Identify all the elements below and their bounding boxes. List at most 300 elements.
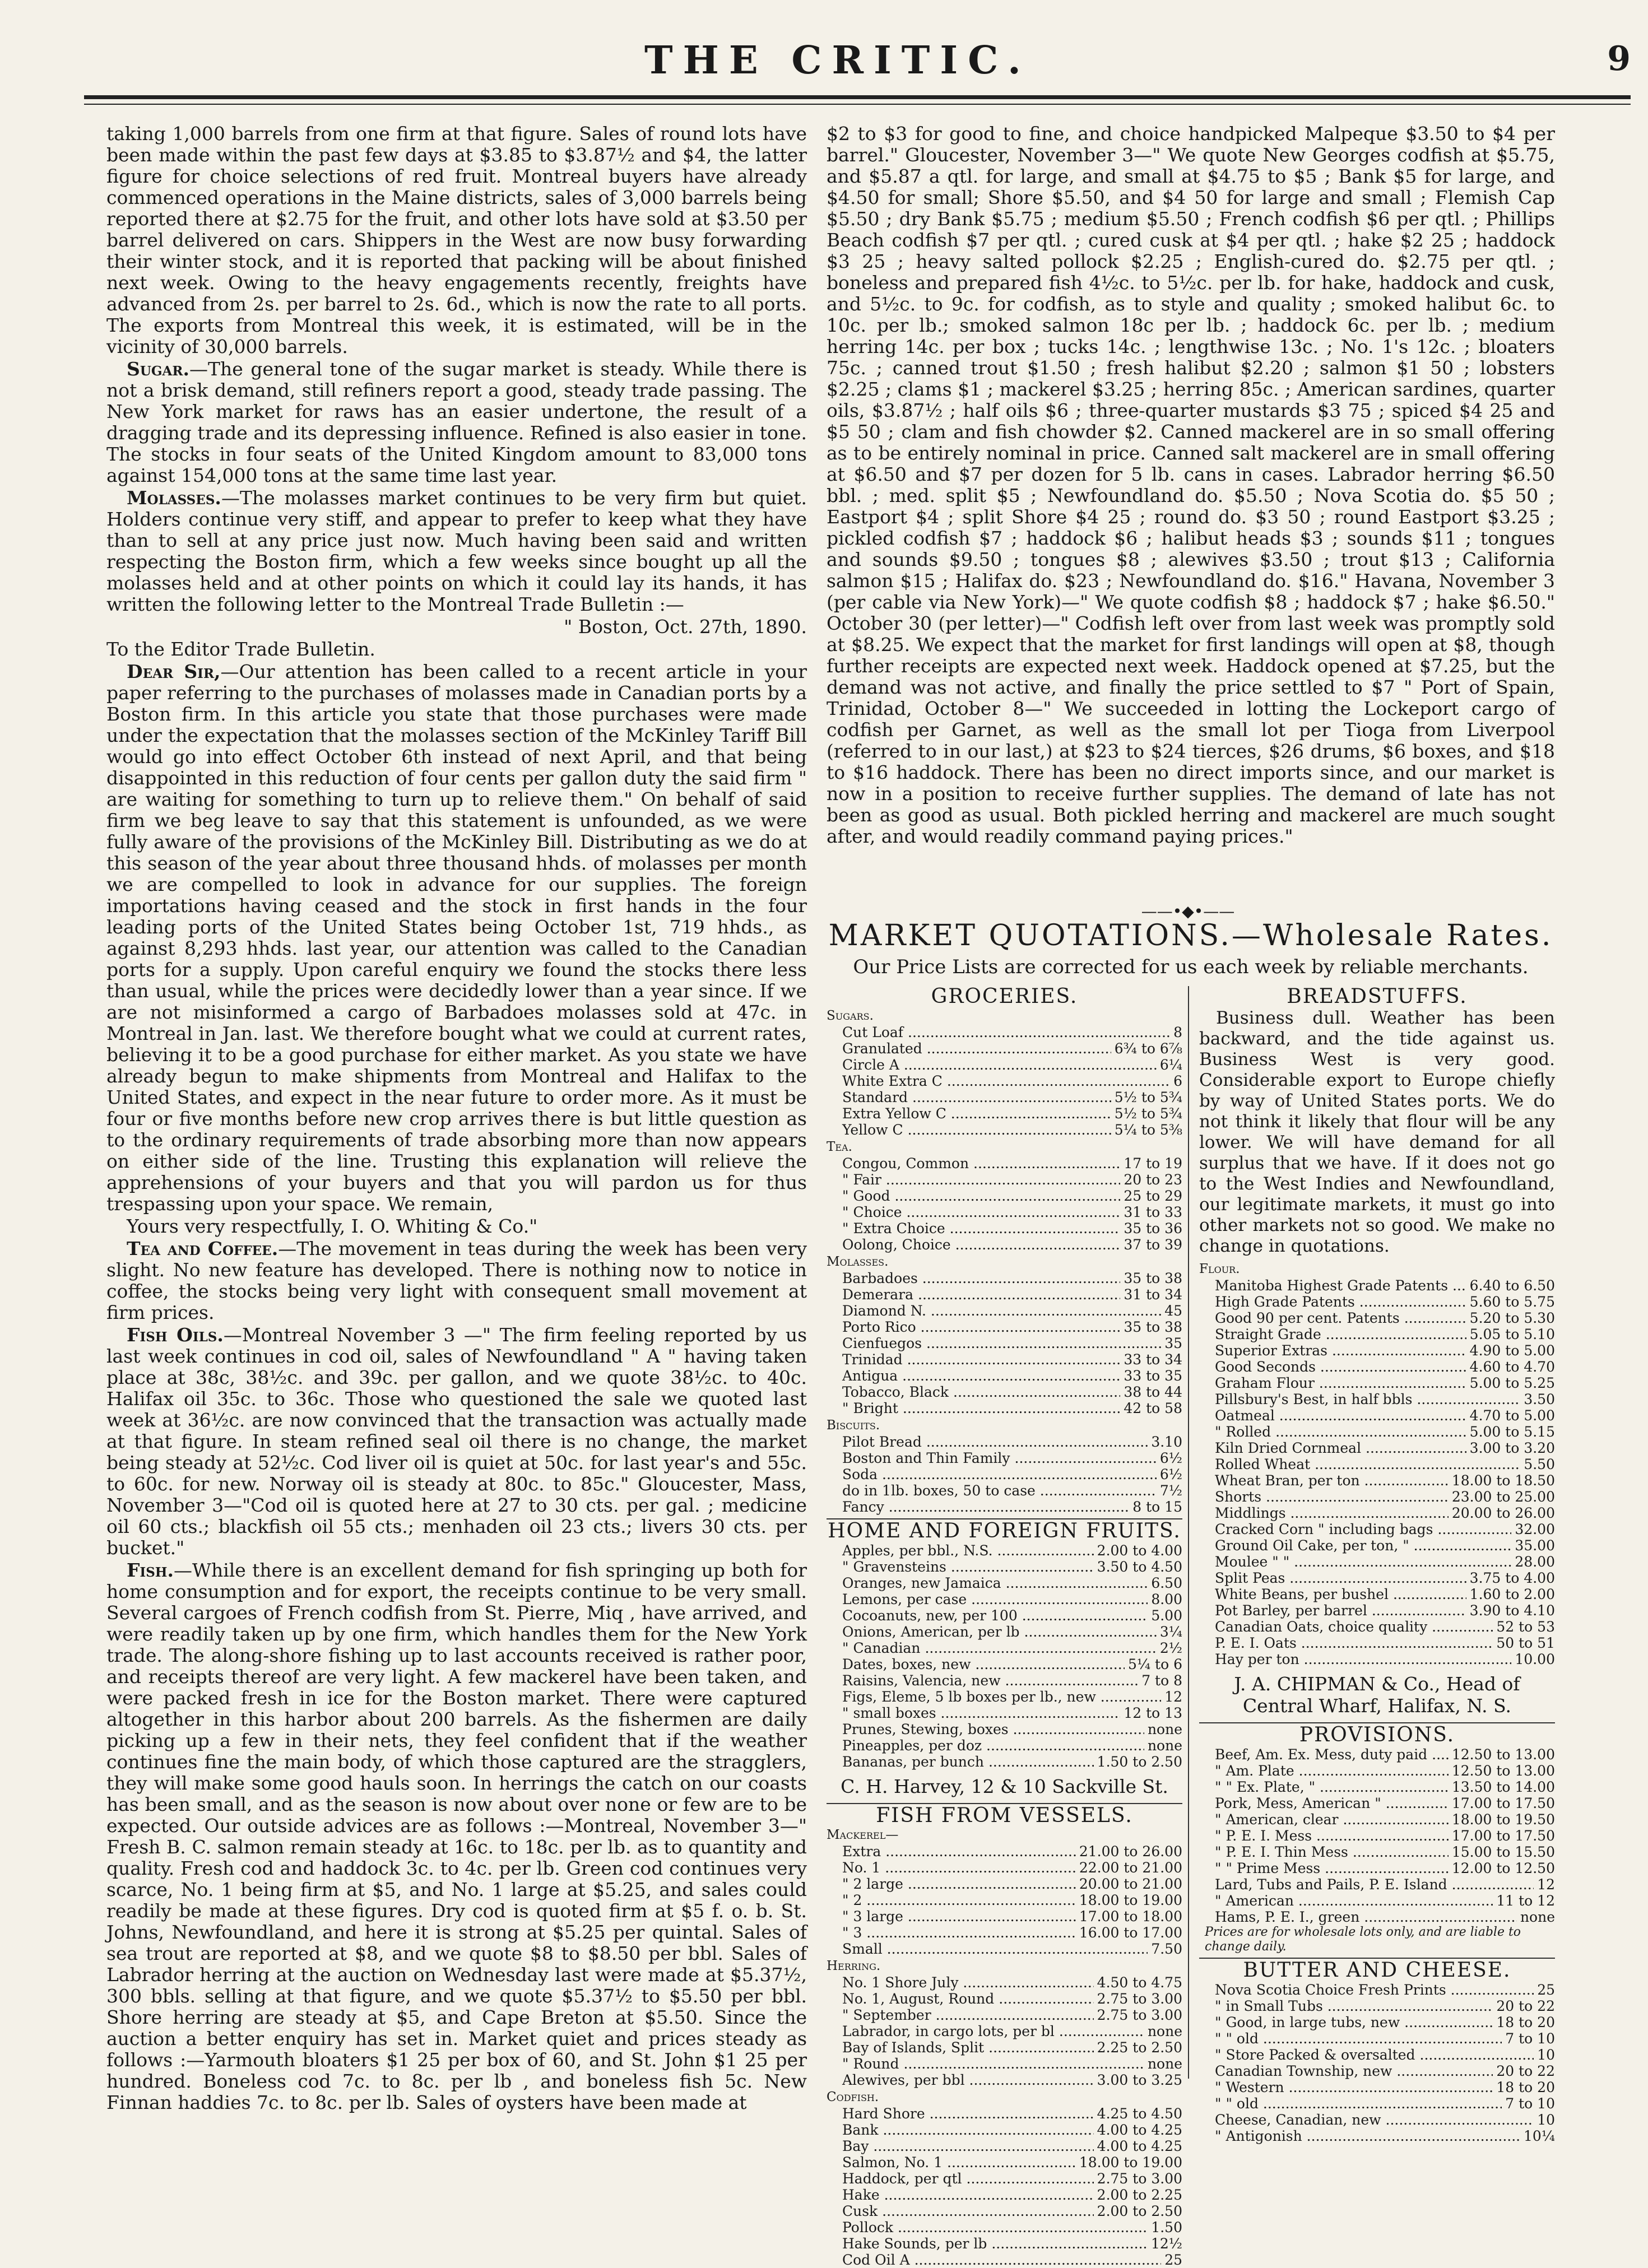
price-item-name: Cheese, Canadian, new ..... <box>1199 2112 1534 2128</box>
price-item-value: 12 <box>1161 1689 1182 1705</box>
price-item-name: Raisins, Valencia, new ..... <box>827 1672 1138 1689</box>
price-item-value: none <box>1144 1737 1182 1754</box>
price-item-value: 50 to 51 <box>1493 1635 1555 1651</box>
price-item-name: Bay of Islands, Split ..... <box>827 2039 1094 2056</box>
price-item-name: " Bright ..... <box>827 1400 1120 1416</box>
price-item-value: 5.50 <box>1520 1456 1555 1472</box>
article-text: taking 1,000 barrels from one firm at that figure. Sales of round lots have been made within the past few days at $3.85 to $3.87½ and $4, the latter figure for choice selections of red fruit. Montreal buyers have already commenced operations in the Maine districts, sales of 3,000 barrels being reported there at $2.75 for the fruit, and other lots have sold at $3.50 per barrel delivered on cars. Shippers in the West are now busy forwarding their winter stock, and it is reported that packing will be about finished next week. Owing to the heavy engagements recently, freights have advanced from 2s. per barrel to 2s. 6d., which is now the rate to all ports. The exports from Montreal this week, it is estimated, will be in the vicinity of 30,000 barrels. <box>106 123 807 357</box>
price-item-value: 3.50 <box>1520 1391 1555 1407</box>
price-row <box>1199 1407 1555 1424</box>
price-row <box>1199 1277 1555 1294</box>
price-item-value: 2.00 to 4.00 <box>1094 1542 1182 1559</box>
price-row <box>1199 1982 1555 1998</box>
price-item-value: 2.00 to 2.50 <box>1094 2203 1182 2219</box>
price-row <box>1199 1586 1555 1602</box>
market-right-column <box>1199 986 1555 2144</box>
article-text: To the Editor Trade Bulletin. <box>106 638 375 660</box>
price-row <box>827 1559 1182 1575</box>
price-item-value: none <box>1144 1721 1182 1737</box>
price-item-value: 6½ <box>1157 1466 1182 1482</box>
price-item-name: " 3 large ..... <box>827 1908 1076 1925</box>
price-item-name: Circle A ..... <box>827 1057 1157 1073</box>
price-item-name: Superior Extras ..... <box>1199 1342 1466 1359</box>
price-item-value: 5.05 to 5.10 <box>1466 1326 1555 1342</box>
price-item-value: 25 <box>1161 2252 1182 2268</box>
price-row <box>827 1860 1182 1876</box>
price-item-name: Granulated ..... <box>827 1040 1111 1057</box>
price-row <box>1199 2063 1555 2079</box>
price-item-name: " Antigonish ..... <box>1199 2128 1520 2144</box>
price-item-value: 7½ <box>1157 1482 1182 1499</box>
price-row <box>1199 1893 1555 1909</box>
price-row <box>827 2219 1182 2236</box>
price-item-name: " Extra Choice ..... <box>827 1220 1120 1237</box>
price-item-name: Haddock, per qtl ..... <box>827 2171 1094 2187</box>
price-row <box>1199 1554 1555 1570</box>
price-item-value: 4.00 to 4.25 <box>1094 2122 1182 2138</box>
price-row <box>827 1672 1182 1689</box>
price-item-value: 1.50 to 2.50 <box>1094 1754 1182 1770</box>
price-row <box>1199 1570 1555 1586</box>
price-item-name: Prunes, Stewing, boxes ..... <box>827 1721 1144 1737</box>
price-item-value: 5.00 <box>1148 1607 1182 1624</box>
price-item-value: 12 <box>1534 1876 1555 1893</box>
price-row <box>827 2171 1182 2187</box>
price-item-name: Rolled Wheat ..... <box>1199 1456 1520 1472</box>
price-row <box>827 2039 1182 2056</box>
groceries-title: GROCERIES. <box>931 985 1078 1008</box>
price-row <box>827 1624 1182 1640</box>
price-item-value: 7 to 10 <box>1502 2030 1555 2047</box>
price-item-name: Oolong, Choice ..... <box>827 1237 1120 1253</box>
price-item-name: Cut Loaf ..... <box>827 1024 1170 1040</box>
provisions-list <box>1199 1746 1555 1925</box>
price-item-value: 2.00 to 2.25 <box>1094 2187 1182 2203</box>
price-item-value: 37 to 39 <box>1120 1237 1182 1253</box>
price-item-value: 3.00 to 3.20 <box>1466 1440 1555 1456</box>
price-item-name: Barbadoes ..... <box>827 1270 1120 1286</box>
price-item-name: White Extra C ..... <box>827 1073 1170 1089</box>
price-item-value: 8.00 <box>1148 1591 1182 1607</box>
price-item-value: 11 to 12 <box>1493 1893 1555 1909</box>
price-row <box>1199 1505 1555 1521</box>
price-row <box>827 1656 1182 1672</box>
price-item-name: " in Small Tubs ..... <box>1199 1998 1493 2014</box>
price-item-name: Apples, per bbl., N.S. ..... <box>827 1542 1094 1559</box>
article-paragraph <box>106 661 807 1215</box>
price-item-value: 20.00 to 21.00 <box>1076 1876 1182 1892</box>
price-item-name: Manitoba Highest Grade Patents ..... <box>1199 1277 1466 1294</box>
price-item-value: 35 <box>1161 1335 1182 1351</box>
price-row <box>827 2122 1182 2138</box>
price-item-name: Moulee " " ..... <box>1199 1554 1511 1570</box>
price-item-value: 28.00 <box>1511 1554 1555 1570</box>
price-item-name: " " old ..... <box>1199 2095 1502 2112</box>
price-item-value: 21.00 to 26.00 <box>1076 1843 1182 1860</box>
price-item-value: 18 to 20 <box>1493 2014 1555 2030</box>
price-item-name: Yellow C ..... <box>827 1122 1111 1138</box>
price-row <box>827 1351 1182 1368</box>
price-item-name: High Grade Patents ..... <box>1199 1294 1466 1310</box>
price-item-value: 35 to 38 <box>1120 1319 1182 1335</box>
price-item-name: P. E. I. Oats ..... <box>1199 1635 1493 1651</box>
price-row <box>827 2072 1182 2088</box>
price-item-name: Small ..... <box>827 1941 1148 1957</box>
price-item-value: 32.00 <box>1511 1521 1555 1537</box>
price-item-name: " Good ..... <box>827 1188 1120 1204</box>
price-item-value: 5.60 to 5.75 <box>1466 1294 1555 1310</box>
price-item-value: 3.90 to 4.10 <box>1466 1602 1555 1619</box>
price-item-name: " Fair ..... <box>827 1172 1120 1188</box>
article-paragraph <box>106 1560 807 2113</box>
price-item-name: " Am. Plate ..... <box>1199 1763 1449 1779</box>
price-item-value: 17.00 to 17.50 <box>1449 1828 1555 1844</box>
price-row <box>827 2138 1182 2154</box>
article-paragraph <box>827 123 1555 847</box>
header-rule <box>84 95 1631 99</box>
price-item-value: 6 <box>1170 1073 1182 1089</box>
price-item-name: Pork, Mess, American " ..... <box>1199 1795 1449 1811</box>
price-item-name: " Gravensteins ..... <box>827 1559 1094 1575</box>
price-item-name: Trinidad ..... <box>827 1351 1120 1368</box>
price-row <box>1199 1909 1555 1925</box>
article-text: —The molasses market continues to be very firm but quiet. Holders continue very stiff, and appear to prefer to keep what they have than to sell at any price just now. Much having been said and written respecting the Boston firm, which a few weeks since bought up all the molasses held and at other points on which it could lay its hands, it has written the following letter to the Montreal Trade Bulletin :— <box>106 487 807 615</box>
price-row <box>827 1286 1182 1303</box>
price-item-value: 2.75 to 3.00 <box>1094 1991 1182 2007</box>
price-item-name: Pillsbury's Best, in half bbls ..... <box>1199 1391 1520 1407</box>
price-item-name: Soda ..... <box>827 1466 1157 1482</box>
price-item-name: Bank ..... <box>827 2122 1094 2138</box>
price-item-value: 4.70 to 5.00 <box>1466 1407 1555 1424</box>
price-item-value: 6.40 to 6.50 <box>1466 1277 1555 1294</box>
price-item-name: Antigua ..... <box>827 1368 1120 1384</box>
masthead-title: THE CRITIC. <box>644 38 1031 83</box>
butter-list <box>1199 1982 1555 2144</box>
price-item-value: 13.50 to 14.00 <box>1449 1779 1555 1795</box>
price-item-name: Split Peas ..... <box>1199 1570 1466 1586</box>
price-item-name: Salmon, No. 1 ..... <box>827 2154 1076 2171</box>
price-row <box>1199 1375 1555 1391</box>
price-item-value: 33 to 34 <box>1120 1351 1182 1368</box>
price-item-value: 20 to 23 <box>1120 1172 1182 1188</box>
price-row <box>1199 1795 1555 1811</box>
price-item-name: Pineapples, per doz ..... <box>827 1737 1144 1754</box>
article-text: —The movement in teas during the week has been very slight. No new feature has developed. There is nothing now to notice in coffee, the stocks being very light with consequent small movement at firm prices. <box>106 1238 807 1323</box>
price-item-value: 18.00 to 18.50 <box>1449 1472 1555 1489</box>
article-runin-heading: Tea and Coffee. <box>127 1238 278 1260</box>
price-item-value: 45 <box>1161 1303 1182 1319</box>
price-item-value: 12.50 to 13.00 <box>1449 1746 1555 1763</box>
price-item-name: Bananas, per bunch ..... <box>827 1754 1094 1770</box>
left-column-articles <box>106 123 807 2114</box>
price-item-name: Kiln Dried Cornmeal ..... <box>1199 1440 1466 1456</box>
fish-list <box>827 1827 1182 2268</box>
price-row <box>1199 2112 1555 2128</box>
price-row <box>827 1384 1182 1400</box>
price-row <box>827 1482 1182 1499</box>
article-paragraph <box>106 616 807 638</box>
price-row <box>827 1721 1182 1737</box>
price-item-name: Pollock ..... <box>827 2219 1148 2236</box>
price-item-name: Diamond N. ..... <box>827 1303 1161 1319</box>
price-item-name: do in 1lb. boxes, 50 to case ..... <box>827 1482 1157 1499</box>
price-item-name: Shorts ..... <box>1199 1489 1449 1505</box>
price-item-name: Good Seconds ..... <box>1199 1359 1466 1375</box>
price-item-name: Onions, American, per lb ..... <box>827 1624 1157 1640</box>
price-row <box>827 2187 1182 2203</box>
price-item-value: 12½ <box>1148 2236 1182 2252</box>
price-row <box>1199 1828 1555 1844</box>
article-paragraph <box>106 1324 807 1559</box>
price-item-name: " 3 ..... <box>827 1925 1076 1941</box>
price-item-value: 16.00 to 17.00 <box>1076 1925 1182 1941</box>
price-item-name: Nova Scotia Choice Fresh Prints ..... <box>1199 1982 1534 1998</box>
article-runin-heading: Sugar. <box>127 358 189 380</box>
article-text: —Montreal November 3 —" The firm feeling reported by us last week continues in cod oil, sales of Newfoundland " A " having taken place at 38c, 38½c. and 39c. per gallon, and we quote 38½c. to 40c. Halifax oil 35c. to 36c. Those who questioned the sale we quoted last week at 36½c. are now convinced that the transaction was actually made at that figure. In steam refined seal oil there is no change, the market being steady at 52½c. Cod liver oil is quiet at 50c. for last year's and 55c. to 60c. for new. Norway oil is steady at 80c. to 85c." Gloucester, Mass, November 3—"Cod oil is quoted here at 27 to 30 cts. per gal. ; medicine oil 60 cts.; blackfish oil 55 cts.; menhaden oil 23 cts.; livers 30 cts. per bucket." <box>106 1324 807 1559</box>
price-item-name: White Beans, per bushel ..... <box>1199 1586 1466 1602</box>
price-row <box>827 1941 1182 1957</box>
price-item-value: 1.60 to 2.00 <box>1466 1586 1555 1602</box>
price-item-value: 2.25 to 2.50 <box>1094 2039 1182 2056</box>
price-item-value: 20 to 22 <box>1493 2063 1555 2079</box>
price-item-value: 35 to 36 <box>1120 1220 1182 1237</box>
price-item-name: Good 90 per cent. Patents ..... <box>1199 1310 1466 1326</box>
price-item-name: Canadian Township, new ..... <box>1199 2063 1493 2079</box>
price-item-value: 6¼ <box>1157 1057 1182 1073</box>
price-item-name: Boston and Thin Family ..... <box>827 1450 1157 1466</box>
article-paragraph <box>106 1238 807 1323</box>
price-item-name: " " Prime Mess ..... <box>1199 1860 1449 1876</box>
price-row <box>1199 1424 1555 1440</box>
price-row <box>827 1607 1182 1624</box>
right-column-articles <box>827 123 1555 848</box>
price-item-name: " Good, in large tubs, new ..... <box>1199 2014 1493 2030</box>
price-item-value: 7.50 <box>1148 1941 1182 1957</box>
price-row <box>1199 1456 1555 1472</box>
price-item-value: 20 to 22 <box>1493 1998 1555 2014</box>
price-row <box>1199 1342 1555 1359</box>
price-item-value: 1.50 <box>1148 2219 1182 2236</box>
article-paragraph <box>106 487 807 615</box>
price-item-value: 12.50 to 13.00 <box>1449 1763 1555 1779</box>
price-item-name: Cusk ..... <box>827 2203 1094 2219</box>
price-row <box>1199 1359 1555 1375</box>
price-item-name: " Canadian ..... <box>827 1640 1157 1656</box>
price-row <box>827 1925 1182 1941</box>
price-item-value: 23.00 to 25.00 <box>1449 1489 1555 1505</box>
price-item-value: 4.60 to 4.70 <box>1466 1359 1555 1375</box>
article-runin-heading: Fish Oils. <box>127 1324 224 1346</box>
price-row <box>827 1754 1182 1770</box>
market-title: MARKET QUOTATIONS.—Wholesale Rates. <box>828 919 1553 952</box>
price-row <box>827 2203 1182 2219</box>
price-row <box>827 2023 1182 2039</box>
price-item-value: none <box>1144 2023 1182 2039</box>
price-item-name: " Round ..... <box>827 2056 1144 2072</box>
price-item-name: Alewives, per bbl ..... <box>827 2072 1094 2088</box>
price-item-name: Oranges, new Jamaica ..... <box>827 1575 1148 1591</box>
price-item-name: Hake Sounds, per lb ..... <box>827 2236 1148 2252</box>
market-quotations-header <box>827 919 1555 978</box>
price-row <box>827 1089 1182 1105</box>
price-item-name: " P. E. I. Mess ..... <box>1199 1828 1449 1844</box>
price-item-value: 10.00 <box>1511 1651 1555 1667</box>
price-item-name: " Rolled ..... <box>1199 1424 1466 1440</box>
price-row <box>1199 1489 1555 1505</box>
price-item-value: 5.00 to 5.25 <box>1466 1375 1555 1391</box>
price-item-name: Ground Oil Cake, per ton, " ..... <box>1199 1537 1511 1554</box>
price-item-name: " American, clear ..... <box>1199 1811 1449 1828</box>
price-item-value: 6¾ to 6⅞ <box>1111 1040 1182 1057</box>
fruits-list <box>827 1542 1182 1770</box>
price-item-name: " small boxes ..... <box>827 1705 1120 1721</box>
article-paragraph <box>106 359 807 486</box>
price-row <box>827 2106 1182 2122</box>
price-row <box>1199 1602 1555 1619</box>
fish-title: FISH FROM VESSELS. <box>876 1804 1133 1827</box>
price-item-value: 2½ <box>1157 1640 1182 1656</box>
price-item-value: 18.00 to 19.00 <box>1076 2154 1182 2171</box>
article-paragraph <box>106 639 807 660</box>
price-item-name: " " Ex. Plate, " ..... <box>1199 1779 1449 1795</box>
price-item-name: Pot Barley, per barrel ..... <box>1199 1602 1466 1619</box>
price-row <box>1199 1635 1555 1651</box>
price-row <box>827 1542 1182 1559</box>
breadstuffs-list <box>1199 1261 1555 1667</box>
price-item-name: " American ..... <box>1199 1893 1493 1909</box>
price-item-value: 5¼ to 5⅜ <box>1111 1122 1182 1138</box>
article-runin-heading: Molasses. <box>127 487 221 509</box>
price-row <box>827 1450 1182 1466</box>
article-text: —Our attention has been called to a recent article in your paper referring to the purchases of molasses made in Canadian ports by a Boston firm. In this article you state that those purchases were made under the expectation that the molasses section of the McKinley Tariff Bill would go into effect October 6th instead of next April, and that being disappointed in this reduction of four cents per gallon duty the said firm " are waiting for something to turn up to relieve them." On behalf of said firm we beg leave to say that this statement is unfounded, as we were fully aware of the provisions of the McKinley Bill. Distributing as we do at this season of the year about three thousand hhds. of molasses per month we are compelled to look in advance for our supplies. The foreign importations having ceased and the stock in first hands in the four leading ports of the United States being October 1st, 719 hhds., as against 8,293 hhds. last year, our attention was called to the Canadian ports for a supply. Upon careful enquiry we found the stocks there less than usual, while the prices were decidedly lower than a year since. If we are not misinformed a cargo of Barbadoes molasses sold at 47c. in Montreal in Jan. last. We therefore bought what we could at current rates, believing it to be a good purchase for either market. As you state we have already begun to make shipments from Montreal and Halifax to the United States, and expect in the near future to order more. As it must be four or five months before new crop arrives there is but little question as to the ordinary requirements of trade absorbing more than now appears on either side of the line. Trusting this explanation will relieve the apprehensions of your buyers and that you will pardon us for thus trespassing upon your space. We remain, <box>106 661 807 1215</box>
price-row <box>827 1204 1182 1220</box>
price-row <box>827 1843 1182 1860</box>
breadstuffs-merchant: J. A. CHIPMAN & Co., Head of Central Wharf, Halifax, N. S. <box>1234 1673 1520 1717</box>
price-item-name: Canadian Oats, choice quality ..... <box>1199 1619 1493 1635</box>
price-row <box>1199 1860 1555 1876</box>
price-row <box>827 1575 1182 1591</box>
price-item-name: Wheat Bran, per ton ..... <box>1199 1472 1449 1489</box>
price-row <box>1199 1876 1555 1893</box>
ornament-divider: ——•◆•—— <box>1141 902 1235 921</box>
price-item-value: 12 to 13 <box>1120 1705 1182 1721</box>
price-item-value: 2.75 to 3.00 <box>1094 2171 1182 2187</box>
article-paragraph <box>106 1216 807 1237</box>
price-row <box>827 1640 1182 1656</box>
price-row <box>1199 1391 1555 1407</box>
article-paragraph <box>106 123 807 357</box>
price-item-value: 6½ <box>1157 1450 1182 1466</box>
price-item-name: Straight Grade ..... <box>1199 1326 1466 1342</box>
header-rule-thin <box>84 104 1631 105</box>
price-row <box>827 1991 1182 2007</box>
price-row <box>827 1705 1182 1721</box>
article-runin-heading: Fish. <box>127 1559 174 1581</box>
price-item-value: 5½ to 5¾ <box>1111 1089 1182 1105</box>
price-row <box>1199 1294 1555 1310</box>
price-item-value: 8 <box>1170 1024 1182 1040</box>
price-item-value: 10 <box>1534 2047 1555 2063</box>
price-item-value: 38 to 44 <box>1120 1384 1182 1400</box>
price-item-value: 3¼ <box>1157 1624 1182 1640</box>
price-item-value: 3.10 <box>1148 1434 1182 1450</box>
price-item-name: Porto Rico ..... <box>827 1319 1120 1335</box>
price-category: Tea. <box>827 1140 852 1154</box>
price-item-value: 42 to 58 <box>1120 1400 1182 1416</box>
price-item-value: 8 to 15 <box>1129 1499 1182 1515</box>
price-row <box>1199 1998 1555 2014</box>
price-item-value: 4.00 to 4.25 <box>1094 2138 1182 2154</box>
price-item-value: 35.00 <box>1511 1537 1555 1554</box>
price-item-name: Lemons, per case ..... <box>827 1591 1148 1607</box>
butter-title: BUTTER AND CHEESE. <box>1243 1959 1511 1982</box>
price-row <box>827 2007 1182 2023</box>
price-item-name: Graham Flour ..... <box>1199 1375 1466 1391</box>
price-item-value: 7 to 8 <box>1138 1672 1182 1689</box>
price-row <box>827 2236 1182 2252</box>
price-item-name: Tobacco, Black ..... <box>827 1384 1120 1400</box>
price-row <box>827 1689 1182 1705</box>
provisions-note: Prices are for wholesale lots only, and are liable to change daily. <box>1205 1925 1521 1954</box>
price-item-value: 10¼ <box>1520 2128 1555 2144</box>
price-item-value: 20.00 to 26.00 <box>1449 1505 1555 1521</box>
price-row <box>827 1908 1182 1925</box>
price-item-name: Middlings ..... <box>1199 1505 1449 1521</box>
price-row <box>1199 1746 1555 1763</box>
price-row <box>827 1237 1182 1253</box>
price-row <box>827 1073 1182 1089</box>
price-row <box>1199 1326 1555 1342</box>
price-item-value: 12.00 to 12.50 <box>1449 1860 1555 1876</box>
price-row <box>1199 1651 1555 1667</box>
price-row <box>827 2154 1182 2171</box>
price-item-name: Hake ..... <box>827 2187 1094 2203</box>
price-item-value: none <box>1517 1909 1555 1925</box>
price-row <box>827 1737 1182 1754</box>
price-category: Biscuits. <box>827 1418 880 1433</box>
price-item-name: No. 1 Shore July ..... <box>827 1974 1094 1991</box>
price-category: Herring. <box>827 1959 881 1973</box>
price-row <box>1199 1472 1555 1489</box>
price-item-value: 33 to 35 <box>1120 1368 1182 1384</box>
price-item-name: Cocoanuts, new, per 100 ..... <box>827 1607 1148 1624</box>
price-row <box>827 1335 1182 1351</box>
price-item-name: Extra Yellow C ..... <box>827 1105 1111 1122</box>
price-item-name: " Western ..... <box>1199 2079 1493 2095</box>
price-row <box>827 1057 1182 1073</box>
price-row <box>1199 1811 1555 1828</box>
price-item-value: 17 to 19 <box>1120 1155 1182 1172</box>
price-row <box>827 1105 1182 1122</box>
market-left-column <box>827 986 1182 2268</box>
price-item-name: Labrador, in cargo lots, per bl ..... <box>827 2023 1144 2039</box>
price-item-name: Figs, Eleme, 5 lb boxes per lb., new ..... <box>827 1689 1161 1705</box>
price-row <box>827 1040 1182 1057</box>
price-item-name: " September ..... <box>827 2007 1094 2023</box>
price-item-value: 5¼ to 6 <box>1125 1656 1182 1672</box>
provisions-title: PROVISIONS. <box>1299 1723 1455 1746</box>
page-number: 9 <box>1607 39 1631 78</box>
price-item-name: Standard ..... <box>827 1089 1111 1105</box>
price-row <box>827 2252 1182 2268</box>
price-item-value: 3.50 to 4.50 <box>1094 1559 1182 1575</box>
column-divider <box>1188 986 1189 2079</box>
price-item-name: " Store Packed & oversalted ..... <box>1199 2047 1534 2063</box>
article-runin-heading: Dear Sir, <box>127 661 221 682</box>
price-category: Codfish. <box>827 2090 879 2104</box>
fruits-title: HOME AND FOREIGN FRUITS. <box>828 1519 1181 1542</box>
price-row <box>1199 2128 1555 2144</box>
